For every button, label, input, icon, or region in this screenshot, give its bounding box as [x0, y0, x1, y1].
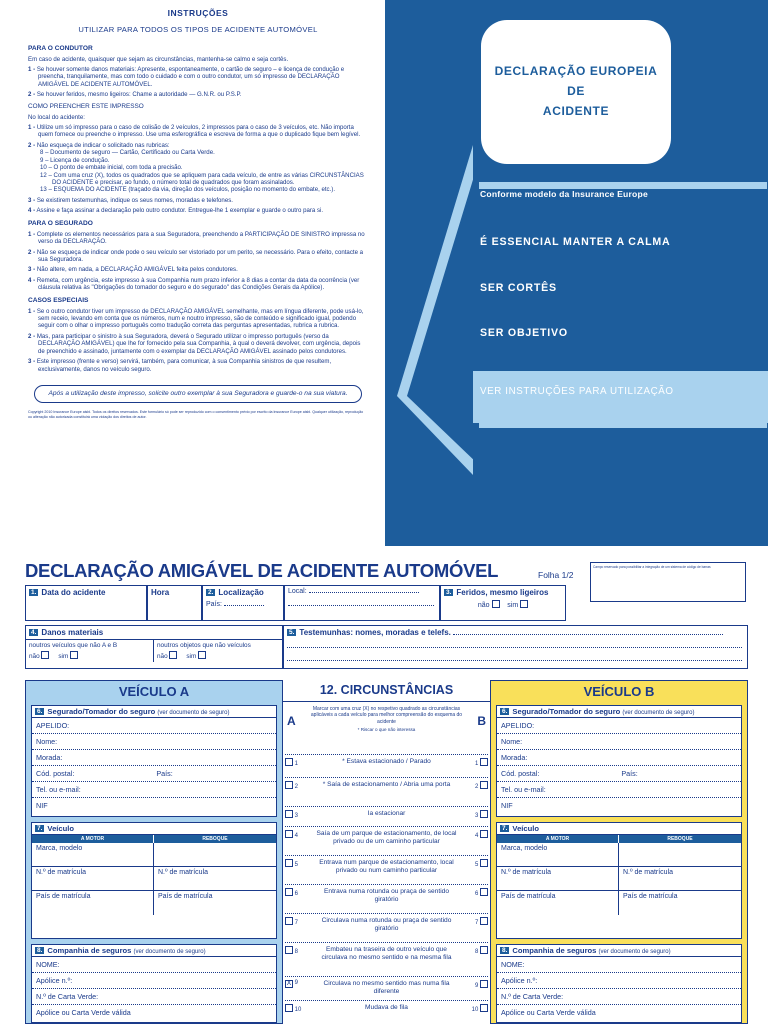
- pais-matricula-reboque-field[interactable]: País de matrícula: [158, 893, 213, 900]
- circumstances-title: 12. CIRCUNSTÂNCIAS: [283, 680, 490, 702]
- section-casos-especiais: CASOS ESPECIAIS: [28, 296, 89, 304]
- reminder-note: Após a utilização deste impresso, solicite outro exemplar à sua Seguradora e guarde-o na sua viatura.: [34, 385, 362, 403]
- cover-panel: [385, 0, 768, 546]
- circumstance-a-checkbox[interactable]: [285, 758, 293, 766]
- field-hora[interactable]: Hora: [147, 585, 202, 621]
- rubric-item: 9 – Licença de condução.: [40, 156, 110, 164]
- pais-matricula-reboque-field[interactable]: País de matrícula: [623, 893, 678, 900]
- circumstance-a-checkbox[interactable]: [285, 946, 293, 954]
- form-title: DECLARAÇÃO AMIGÁVEL DE ACIDENTE AUTOMÓVEL: [25, 560, 499, 581]
- validade-field[interactable]: Apólice ou Carta Verde válida: [501, 1008, 596, 1017]
- seguradora-nome-field[interactable]: NOME:: [32, 957, 276, 973]
- circumstance-a-checkbox[interactable]: X: [286, 980, 292, 987]
- danos-veiculos-sim-checkbox[interactable]: [70, 651, 78, 659]
- column-b-letter: B: [477, 714, 486, 728]
- calma-text: É ESSENCIAL MANTER A CALMA: [480, 236, 671, 248]
- cod-postal-field[interactable]: Cód. postal: País:: [32, 766, 276, 782]
- tel-field[interactable]: Tel. ou e-mail:: [497, 782, 741, 798]
- marca-field[interactable]: Marca, modelo: [497, 843, 619, 867]
- circumstance-b-checkbox[interactable]: [480, 830, 488, 838]
- matricula-field[interactable]: N.º de matrícula: [32, 867, 154, 891]
- seguradora-nome-field[interactable]: NOME:: [497, 957, 741, 973]
- circumstance-item: 7 Circulava numa rotunda ou praça de sentido giratório 7: [285, 913, 488, 942]
- instruction-item: 1 - Se o outro condutor tiver um impresso de DECLARAÇÃO AMIGÁVEL semelhante, mas em língua diferente, pode usá-lo, sem receio, levando em conta que os números, num e noutro impresso, são de conteúdo e significado igual, podendo seguir com o olhar o impresso português como tradução correta das perguntas apresentadas, rubrica a rubrica.: [28, 307, 364, 330]
- circumstance-item: 8 Embateu na traseira de outro veículo que circulava no mesmo sentido e na mesma fila 8: [285, 942, 488, 976]
- tel-field[interactable]: Tel. ou e-mail:: [32, 782, 276, 798]
- circumstance-item: 3 Ia estacionar 3: [285, 806, 488, 826]
- pais-matricula-field[interactable]: País de matrícula: [497, 891, 619, 915]
- vehicle-b-title: VEÍCULO B: [583, 684, 655, 699]
- danos-objetos-sim-checkbox[interactable]: [198, 651, 206, 659]
- vehicle-b-veiculo: 7. Veículo A MOTOR REBOQUE Marca, modelo N.º de matrícula N.º de matrícula País de matrícula País de matrícula: [496, 822, 742, 939]
- instruction-item: 2 - Se houver feridos, mesmo ligeiros: Chame a autoridade — G.N.R. ou P.S.P.: [28, 91, 242, 99]
- matricula-reboque-field[interactable]: N.º de matrícula: [154, 867, 276, 891]
- instruction-item: 3 - Este impresso (frente e verso) servirá, também, para comunicar, à sua Companhia sinistros de que resultem, exclusivamente, danos no veículo seguro.: [28, 358, 332, 373]
- ver-instrucoes-text: VER INSTRUÇÕES PARA UTILIZAÇÃO: [480, 386, 674, 397]
- apolice-field[interactable]: Apólice n.º:: [32, 973, 276, 989]
- circumstance-b-checkbox[interactable]: [480, 781, 488, 789]
- vehicle-b-column: [490, 680, 748, 1024]
- instruction-item: 3 - Se existirem testemunhas, indique os seus nomes, moradas e telefones.: [28, 196, 233, 204]
- vehicle-a-segurado: 6. Segurado/Tomador do seguro (ver documento de seguro) APELIDO: Nome: Morada: Cód. postal: País: Tel. ou e-mail: NIF: [31, 705, 277, 817]
- cover-title-line3: ACIDENTE: [542, 103, 610, 118]
- carta-verde-field[interactable]: N.º de Carta Verde:: [32, 989, 276, 1005]
- circumstance-item: 4 Saía de um parque de estacionamento, de local privado ou de um caminho particular 4: [285, 826, 488, 855]
- circumstance-a-checkbox[interactable]: [285, 781, 293, 789]
- circumstance-b-checkbox[interactable]: [480, 946, 488, 954]
- circumstance-item: 1 * Estava estacionado / Parado 1: [285, 754, 488, 777]
- apelido-field[interactable]: APELIDO:: [32, 718, 276, 734]
- circumstance-text: Embateu na traseira de outro veículo que circulava no mesmo sentido e na mesma fila: [321, 946, 452, 962]
- circumstance-text: Circulava numa rotunda ou praça de sentido giratório: [321, 917, 452, 933]
- validade-field[interactable]: Apólice ou Carta Verde válida: [36, 1008, 131, 1017]
- cover-title-line2: DE: [567, 84, 585, 99]
- field-feridos: 3. Feridos, mesmo ligeiros não sim: [440, 585, 566, 621]
- vehicle-a-column: [25, 680, 283, 1024]
- condutor-intro: Em caso de acidente, quaisquer que sejam as circunstâncias, mantenha-se calmo e seja cortês.: [28, 55, 289, 63]
- circumstance-b-checkbox[interactable]: [480, 888, 488, 896]
- instructions-panel: [28, 8, 368, 536]
- rubric-item: 13 – ESQUEMA DO ACIDENTE (traçado da via, direção dos veículos, posição no momento do embate, etc.).: [40, 186, 336, 194]
- nif-field[interactable]: NIF: [36, 801, 48, 810]
- circumstances-column: [283, 680, 490, 1024]
- field-danos-materiais: 4. Danos materiais noutros veículos que não A e B não sim noutros objetos que não veículos não sim: [25, 625, 283, 669]
- instruction-item: 2 - Não esqueça de indicar o solicitado nas rubricas:: [28, 141, 170, 149]
- danos-objetos-nao-checkbox[interactable]: [169, 651, 177, 659]
- field-local[interactable]: Local:: [284, 585, 440, 621]
- barcode-field: Campo reservado para possibilitar a integração de um sistema de código de barras: [590, 562, 746, 602]
- circumstance-item: X 9 Circulava no mesmo sentido mas numa fila diferente 9: [285, 976, 488, 1000]
- rubric-item: 12 – Com uma cruz (X), todos os quadrados que se apliquem para cada veículo, de entre as várias CIRCUNSTÂNCIAS DO ACIDENTE e precisar, ao fundo, o número total de quadrados que foram assinalados.: [40, 171, 364, 186]
- instruction-item: 2 - Mas, para participar o sinistro à sua Seguradora, deverá o Segurado utilizar o impresso português (verso da DECLARAÇÃO AMIGÁVEL) que lhe for fornecido pela sua Companhia, à qual o deverá devolver, com urgência, depois de preenchido e assinado, juntamente com o exemplar da DECLARAÇÃO AMIGÁVEL assinado pelos condutores.: [28, 332, 361, 355]
- carta-verde-field[interactable]: N.º de Carta Verde:: [497, 989, 741, 1005]
- morada-field[interactable]: Morada:: [497, 750, 741, 766]
- circumstance-b-checkbox[interactable]: [480, 859, 488, 867]
- instruction-item: 1 - Se houver somente danos materiais: Apresente, espontaneamente, o cartão de seguro – e licença de condução e preencha, tranquilamente, mas com todo o cuidado e com o outro condutor, um só impresso de DECLARAÇÃO AMIGÁVEL DE ACIDENTE AUTOMÓVEL.: [28, 66, 345, 88]
- circumstance-text: Circulava no mesmo sentido mas numa fila diferente: [323, 980, 450, 996]
- circumstance-b-checkbox[interactable]: [480, 1004, 488, 1012]
- field-localizacao[interactable]: 2. Localização País:: [202, 585, 284, 621]
- feridos-nao-checkbox[interactable]: [492, 600, 500, 608]
- circumstance-a-checkbox[interactable]: [285, 830, 293, 838]
- instruction-item: 2 - Não se esqueça de indicar onde pode o seu veículo ser vistoriado por um perito, se necessário. Para o efeito, contacte a sua Seguradora.: [28, 248, 364, 263]
- vehicle-a-seguradora: 8. Companhia de seguros (ver documento de seguro) NOME: Apólice n.º: N.º de Carta Verde: Apólice ou Carta Verde válida: [31, 944, 277, 1023]
- instruction-item: 4 - Assine e faça assinar a declaração pelo outro condutor. Entregue-lhe 1 exemplar e guarde o outro para si.: [28, 207, 324, 215]
- circumstance-b-checkbox[interactable]: [480, 980, 488, 988]
- cortes-text: SER CORTÊS: [480, 282, 557, 294]
- circumstance-a-checkbox[interactable]: [285, 859, 293, 867]
- instruction-item: 1 - Complete os elementos necessários para a sua Seguradora, preenchendo a PARTICIPAÇÃO DE SINISTRO impressa no verso da DECLARAÇÃO.: [28, 230, 365, 246]
- nome-field[interactable]: Nome:: [32, 734, 276, 750]
- copyright-text: Copyright 2010 Insurance Europe aisbl. Todos os direitos reservados. Este formulário só pode ser reproduzido com o consentimento prévio por escrito da Insurance Europe aisbl. Qualquer utilização, reprodução ou alteração não autorizada constituirá uma violação dos direitos de autor.: [28, 410, 364, 419]
- circumstance-b-checkbox[interactable]: [480, 917, 488, 925]
- column-a-letter: A: [287, 714, 296, 728]
- circumstance-text: Entrava numa rotunda ou praça de sentido giratório: [324, 888, 449, 904]
- vehicle-a-title: VEÍCULO A: [118, 684, 190, 699]
- apolice-field[interactable]: Apólice n.º:: [497, 973, 741, 989]
- vehicle-b-segurado: 6. Segurado/Tomador do seguro (ver documento de seguro) APELIDO: Nome: Morada: Cód. postal: País: Tel. ou e-mail: NIF: [496, 705, 742, 817]
- circumstance-b-checkbox[interactable]: [480, 810, 488, 818]
- instructions-subtitle: UTILIZAR PARA TODOS OS TIPOS DE ACIDENTE AUTOMÓVEL: [78, 25, 318, 35]
- cover-title-line1: DECLARAÇÃO EUROPEIA: [494, 64, 658, 79]
- circumstance-item: 6 Entrava numa rotunda ou praça de sentido giratório 6: [285, 884, 488, 913]
- local-label: No local do acidente:: [28, 113, 85, 121]
- declaration-form: [0, 546, 768, 1024]
- marca-field[interactable]: Marca, modelo: [32, 843, 154, 867]
- instruction-item: 4 - Remeta, com urgência, este impresso à sua Companhia num prazo inferior a 8 dias a contar da data da ocorrência (ver cláusula relativa às "Obrigações do tomador do seguro e do segurado" das Condições Gerais da Apólice).: [28, 276, 360, 292]
- section-condutor: PARA O CONDUTOR: [28, 44, 93, 52]
- field-data-acidente[interactable]: 1. Data do acidente: [25, 585, 147, 621]
- instruction-item: 3 - Não altere, em nada, a DECLARAÇÃO AMIGÁVEL feita pelos condutores.: [28, 266, 238, 274]
- circumstance-text: * Saía de estacionamento / Abria uma porta: [322, 781, 451, 788]
- circumstance-text: Mudava de fila: [365, 1004, 408, 1011]
- field-testemunhas[interactable]: 5. Testemunhas: nomes, moradas e telefs.: [283, 625, 748, 669]
- conforme-text: Conforme modelo da Insurance Europe: [480, 189, 648, 199]
- morada-field[interactable]: Morada:: [32, 750, 276, 766]
- rubric-item: 10 – O ponto de embate inicial, com toda a precisão.: [40, 164, 183, 172]
- instruction-item: 1 - Utilize um só impresso para o caso de colisão de 2 veículos, 2 impressos para o caso de 3 veículos, etc. Não importa quem fornece ou preenche o impresso. Use uma esferográfica e escreva de forma a que o duplicado fique bem legível.: [28, 123, 361, 139]
- objetivo-text: SER OBJETIVO: [480, 327, 568, 339]
- rubric-item: 8 – Documento de seguro — Cartão, Certificado ou Carta Verde.: [40, 149, 215, 157]
- danos-veiculos-nao-checkbox[interactable]: [41, 651, 49, 659]
- circumstances-intro: A B Marcar com uma cruz (X) no respetivo quadrado as circunstâncias aplicáveis a cada veículo para melhor compreensão do esquema do acidente * Riscar o que não interessa: [287, 706, 486, 732]
- circumstance-text: Saía de um parque de estacionamento, de local privado ou de um caminho particular: [316, 830, 457, 846]
- circumstance-b-checkbox[interactable]: [480, 758, 488, 766]
- circumstance-a-checkbox[interactable]: [285, 888, 293, 896]
- circumstance-text: * Estava estacionado / Parado: [342, 758, 431, 765]
- circumstance-a-checkbox[interactable]: [285, 917, 293, 925]
- vehicle-b-seguradora: 8. Companhia de seguros (ver documento de seguro) NOME: Apólice n.º: N.º de Carta Verde: Apólice ou Carta Verde válida: [496, 944, 742, 1023]
- circumstance-text: Entrava num parque de estacionamento, local privado ou num caminho particular: [319, 859, 454, 875]
- nif-field[interactable]: NIF: [501, 801, 513, 810]
- circumstance-item: 10 Mudava de fila 10: [285, 1000, 488, 1024]
- cod-postal-field[interactable]: Cód. postal: País:: [497, 766, 741, 782]
- circumstance-a-checkbox[interactable]: [285, 1004, 293, 1012]
- title-box: [481, 20, 671, 164]
- instructions-title: INSTRUÇÕES: [167, 8, 229, 18]
- circumstance-item: 5 Entrava num parque de estacionamento, local privado ou num caminho particular 5: [285, 855, 488, 884]
- page-indicator: Folha 1/2: [538, 570, 574, 580]
- circumstance-item: 2 * Saía de estacionamento / Abria uma porta 2: [285, 777, 488, 806]
- section-segurado: PARA O SEGURADO: [28, 219, 93, 227]
- circumstance-text: Ia estacionar: [367, 810, 406, 817]
- pais-matricula-field[interactable]: País de matrícula: [32, 891, 154, 915]
- matricula-reboque-field[interactable]: N.º de matrícula: [619, 867, 741, 891]
- vehicle-a-veiculo: 7. Veículo A MOTOR REBOQUE Marca, modelo N.º de matrícula N.º de matrícula País de matrícula País de matrícula: [31, 822, 277, 939]
- section-como-preencher: COMO PREENCHER ESTE IMPRESSO: [28, 102, 144, 110]
- apelido-field[interactable]: APELIDO:: [497, 718, 741, 734]
- feridos-sim-checkbox[interactable]: [520, 600, 528, 608]
- matricula-field[interactable]: N.º de matrícula: [497, 867, 619, 891]
- circumstance-a-checkbox[interactable]: [285, 810, 293, 818]
- nome-field[interactable]: Nome:: [497, 734, 741, 750]
